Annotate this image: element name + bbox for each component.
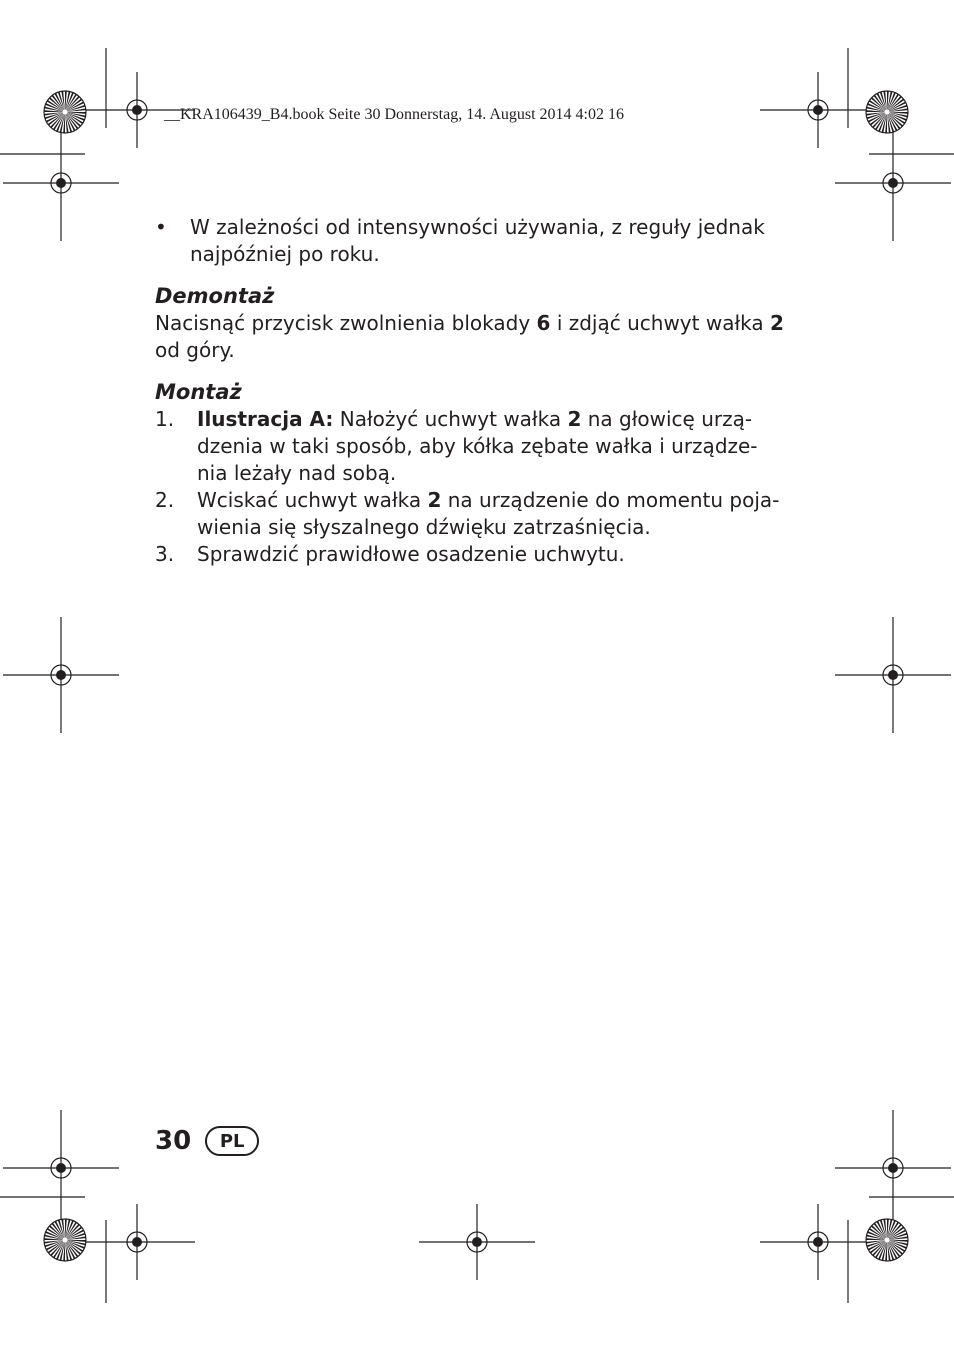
step-text-b: na urządzenie do momentu poja- [441, 488, 780, 512]
demontaz-text-b: i zdjąć uchwyt wałka [550, 311, 770, 335]
bullet-line-2: najpóźniej po roku. [190, 242, 380, 266]
step-number: 1. [155, 407, 175, 431]
step-3 [155, 541, 795, 568]
crosshair-mark [835, 617, 951, 733]
step-2 [155, 487, 795, 541]
starburst-mark [44, 91, 86, 133]
crosshair-mark [835, 1110, 951, 1226]
step-text-b: na głowicę urzą- [581, 407, 753, 431]
crosshair-mark [3, 617, 119, 733]
step-line-2: dzenia w taki sposób, aby kółka zębate wałka i urządze- [197, 434, 758, 458]
step-number: 2. [155, 488, 175, 512]
language-badge: PL [205, 1126, 259, 1156]
step-line-3: nia leżały nad sobą. [197, 461, 397, 485]
crosshair-mark [419, 1204, 535, 1280]
page-content [155, 214, 795, 568]
crosshair-mark [79, 1204, 195, 1280]
demontaz-text-a: Nacisnąć przycisk zwolnienia blokady [155, 311, 537, 335]
page-footer [155, 1124, 259, 1158]
crosshair-mark [760, 1204, 876, 1280]
crosshair-mark [3, 1110, 119, 1226]
crosshair-mark [760, 72, 876, 148]
step-text-a: Sprawdzić prawidłowe osadzenie uchwytu. [197, 542, 625, 566]
page-number: 30 [155, 1126, 192, 1156]
part-ref-2: 2 [769, 311, 784, 335]
crosshair-mark [3, 125, 119, 241]
step-1 [155, 406, 795, 487]
part-ref-2: 2 [567, 407, 582, 431]
heading-demontaz: Demontaż [155, 284, 275, 308]
step-text-a: Wciskać uchwyt wałka [197, 488, 428, 512]
montaz-steps [155, 406, 795, 568]
step-text-a: Nałożyć uchwyt wałka [333, 407, 568, 431]
demontaz-text-c: od góry. [155, 338, 235, 362]
part-ref-6: 6 [536, 311, 551, 335]
intro-bullet [155, 214, 795, 268]
bullet-line-1: W zależności od intensywności używania, z reguły jednak [190, 215, 765, 239]
demontaz-paragraph [155, 310, 795, 364]
bullet-marker: • [155, 215, 167, 239]
step-line-2: wienia się słyszalnego dźwięku zatrzaśnięcia. [197, 515, 651, 539]
part-ref-2: 2 [427, 488, 442, 512]
crosshair-mark [835, 125, 951, 241]
starburst-mark [866, 91, 908, 133]
step-label: Ilustracja A: [197, 407, 334, 431]
print-slug-header: __KRA106439_B4.book Seite 30 Donnerstag, 14. August 2014 4:02 16 [164, 106, 624, 123]
starburst-mark [866, 1219, 908, 1261]
step-number: 3. [155, 542, 175, 566]
starburst-mark [44, 1219, 86, 1261]
heading-montaz: Montaż [155, 380, 242, 404]
